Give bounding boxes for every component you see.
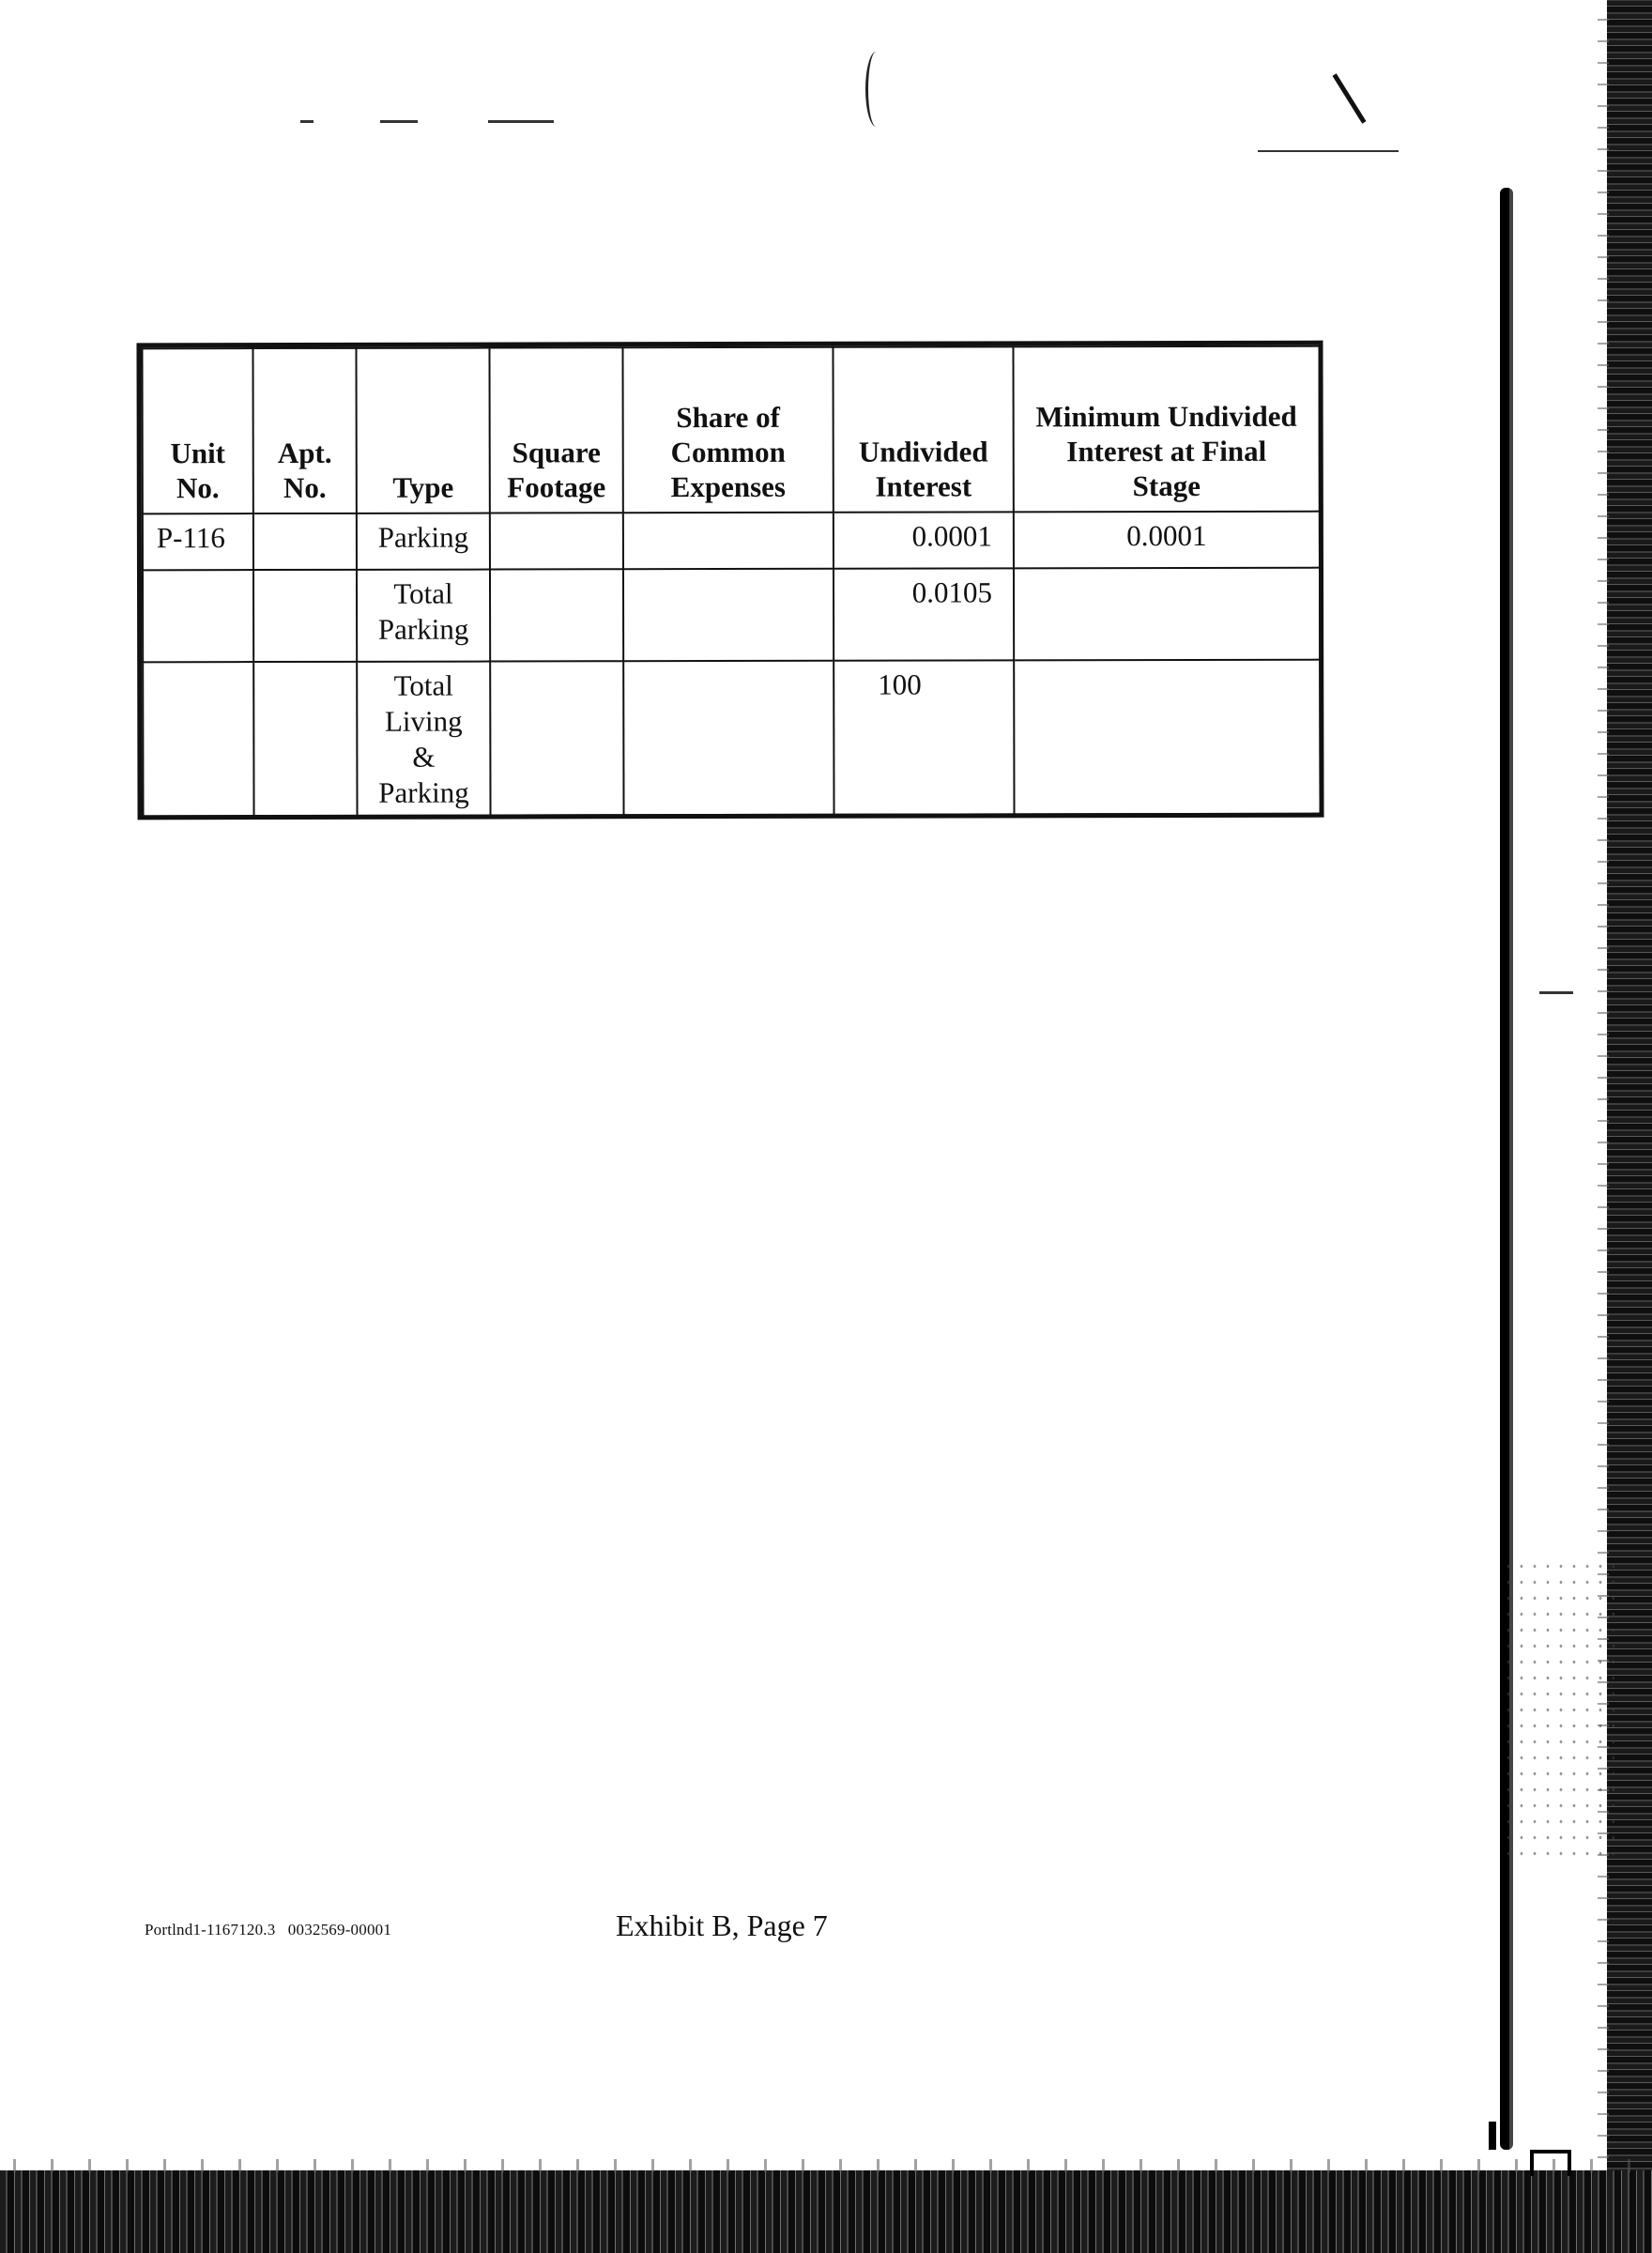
cell-undivided-interest: 100 [834, 660, 1014, 814]
cell-apt-no [253, 513, 357, 570]
cell-type: Total Living & Parking [357, 662, 490, 816]
header-square-footage: Square Footage [489, 347, 622, 513]
table-row [143, 512, 1320, 571]
cell-undivided-interest: 0.0105 [834, 568, 1014, 660]
header-type: Type [356, 348, 489, 513]
cell-share-common-expenses [623, 513, 834, 569]
header-share-common-expenses: Share of Common Expenses [622, 347, 833, 513]
scan-dash [380, 120, 418, 123]
cell-square-footage [490, 661, 623, 815]
header-apt-no: Apt. No. [252, 348, 356, 513]
scan-top-mark [1332, 73, 1366, 124]
header-minimum-undivided-interest: Minimum Undivided Interest at Final Stage [1013, 346, 1319, 513]
cell-type: Parking [357, 513, 490, 570]
unit-table [141, 345, 1321, 818]
footer-page-label: Exhibit B, Page 7 [616, 1908, 828, 1942]
cell-unit-no: P-116 [143, 513, 253, 570]
unit-table-frame [136, 341, 1323, 820]
header-undivided-interest: Undivided Interest [833, 346, 1013, 512]
cell-undivided-interest: 0.0001 [834, 512, 1014, 568]
header-unit-no: Unit No. [142, 348, 252, 513]
table-row [143, 660, 1320, 817]
cell-minimum-undivided-interest [1014, 660, 1320, 815]
cell-apt-no [253, 570, 357, 662]
scan-box-mark [1530, 2150, 1571, 2176]
cell-share-common-expenses [623, 569, 834, 661]
scan-speckle [1502, 1558, 1614, 1859]
footer-document-id: Portlnd1-1167120.3 0032569-00001 [145, 1921, 392, 1939]
scan-dash [488, 120, 554, 123]
scan-dash [1539, 991, 1573, 994]
cell-type: Total Parking [357, 570, 490, 662]
scan-streak-mark [1489, 2122, 1496, 2150]
cell-minimum-undivided-interest: 0.0001 [1014, 512, 1320, 569]
scan-curve-mark [865, 52, 887, 127]
table-header-row [142, 346, 1319, 514]
scan-edge-bottom [0, 2170, 1652, 2253]
cell-minimum-undivided-interest [1014, 568, 1320, 661]
table-row [143, 568, 1320, 663]
cell-square-footage [490, 569, 623, 661]
scan-edge-right [1607, 0, 1652, 2253]
cell-unit-no [143, 662, 253, 816]
cell-share-common-expenses [623, 661, 834, 815]
scan-dash [300, 120, 314, 123]
cell-apt-no [253, 662, 357, 816]
cell-square-footage [490, 513, 623, 569]
scan-dash [1258, 150, 1399, 152]
cell-unit-no [143, 570, 253, 662]
